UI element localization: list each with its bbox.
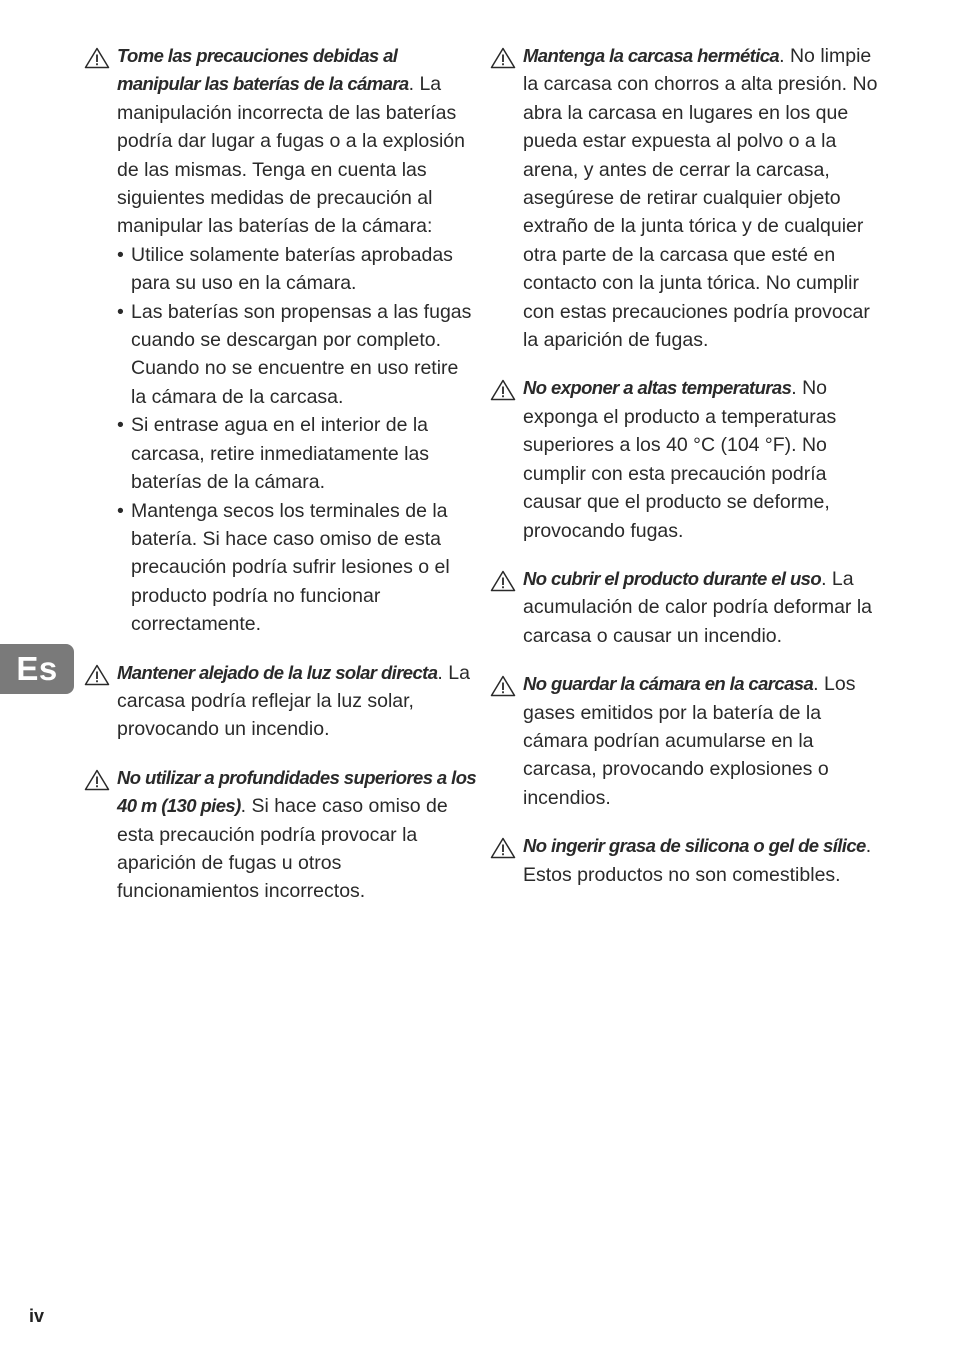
warning-item-ingestion (488, 832, 888, 889)
bullet-text: Si entrase agua en el interior de la carcasa, retire inmediatamente las baterías de la cámara. (131, 414, 430, 494)
warning-text (117, 42, 478, 241)
warning-text (523, 832, 888, 889)
warning-heading: No ingerir grasa de silicona o gel de sílice (523, 835, 866, 857)
right-column (488, 42, 888, 909)
warning-item-do-not-cover (488, 565, 888, 650)
warning-text (117, 659, 478, 744)
warning-heading: Tome las precauciones debidas al manipular las baterías de la cámara (117, 45, 409, 95)
bullet-symbol: • (117, 243, 124, 266)
bullet-list (117, 241, 478, 639)
warning-body: . La carcasa podría reflejar la luz solar, provocando un incendio. (117, 661, 470, 741)
warning-item-high-temperature (488, 374, 888, 544)
warning-body: . Estos productos no son comestibles. (523, 835, 872, 886)
warning-heading: No guardar la cámara en la carcasa (523, 673, 814, 695)
warning-triangle-icon (490, 47, 516, 69)
bullet-symbol: • (117, 300, 124, 323)
bullet-item (117, 497, 478, 639)
warning-heading: No exponer a altas temperaturas (523, 377, 792, 399)
warning-text (117, 764, 478, 906)
warning-item-battery-handling (82, 42, 478, 639)
page-number: iv (29, 1306, 45, 1326)
warning-heading: Mantenga la carcasa hermética (523, 45, 780, 66)
warning-text (523, 565, 888, 650)
warning-body: . No limpie la carcasa con chorros a alta presión. No abra la carcasa en lugares en los que pueda estar expuesta al polvo o a la arena, y antes de cerrar la carcasa, asegúrese de retirar cualquier objeto extraño de la junta tórica y de cualquier otra parte de la carcasa que esté en contacto con la junta tórica. No cumplir con estas precauciones podría provocar la aparición de fugas. (523, 45, 878, 352)
warning-body: . Los gases emitidos por la batería de la cámara podrían acumularse en la carcasa, provocando explosiones o incendios. (523, 673, 856, 809)
warning-triangle-icon (490, 570, 516, 592)
warning-triangle-icon (84, 47, 110, 69)
warning-body: . La manipulación incorrecta de las baterías podría dar lugar a fugas o a la explosión de las mismas. Tenga en cuenta las siguientes medidas de precaución al manipular las baterías de la cámara: (117, 73, 465, 238)
warning-heading: Mantener alejado de la luz solar directa (117, 661, 438, 683)
warning-item-watertight (488, 42, 888, 354)
warning-triangle-icon (490, 379, 516, 401)
warning-triangle-icon (490, 837, 516, 859)
bullet-item (117, 298, 478, 412)
warning-item-sunlight (82, 659, 478, 744)
language-tab: Es (0, 644, 74, 694)
left-column (82, 42, 478, 926)
warning-item-depth (82, 764, 478, 906)
warning-triangle-icon (84, 664, 110, 686)
warning-text (523, 42, 888, 354)
bullet-symbol: • (117, 414, 124, 437)
bullet-symbol: • (117, 499, 124, 522)
bullet-item (117, 411, 478, 496)
warning-heading: No cubrir el producto durante el uso (523, 567, 822, 589)
warning-body: . La acumulación de calor podría deformar la carcasa o causar un incendio. (523, 567, 873, 647)
warning-triangle-icon (84, 769, 110, 791)
bullet-text: Utilice solamente baterías aprobadas para su uso en la cámara. (131, 243, 453, 295)
bullet-text: Mantenga secos los terminales de la batería. Si hace caso omiso de esta precaución podría sufrir lesiones o el producto podría no funcionar correctamente. (131, 499, 450, 636)
warning-heading: No utilizar a profundidades superiores a los 40 m (130 pies) (117, 766, 477, 817)
bullet-text: Las baterías son propensas a las fugas cuando se descargan por completo. Cuando no se encuentre en uso retire la cámara de la carcasa. (131, 300, 472, 408)
warning-triangle-icon (490, 675, 516, 697)
warning-text (523, 670, 888, 812)
warning-text (523, 374, 888, 544)
warning-item-storage (488, 670, 888, 812)
warning-body: . No exponga el producto a temperaturas superiores a los 40 °C (104 °F). No cumplir con esta precaución podría causar que el producto se deforme, provocando fugas. (523, 377, 837, 542)
bullet-item (117, 241, 478, 298)
warning-body: . Si hace caso omiso de esta precaución podría provocar la aparición de fugas u otros funcionamientos incorrectos. (117, 795, 448, 903)
